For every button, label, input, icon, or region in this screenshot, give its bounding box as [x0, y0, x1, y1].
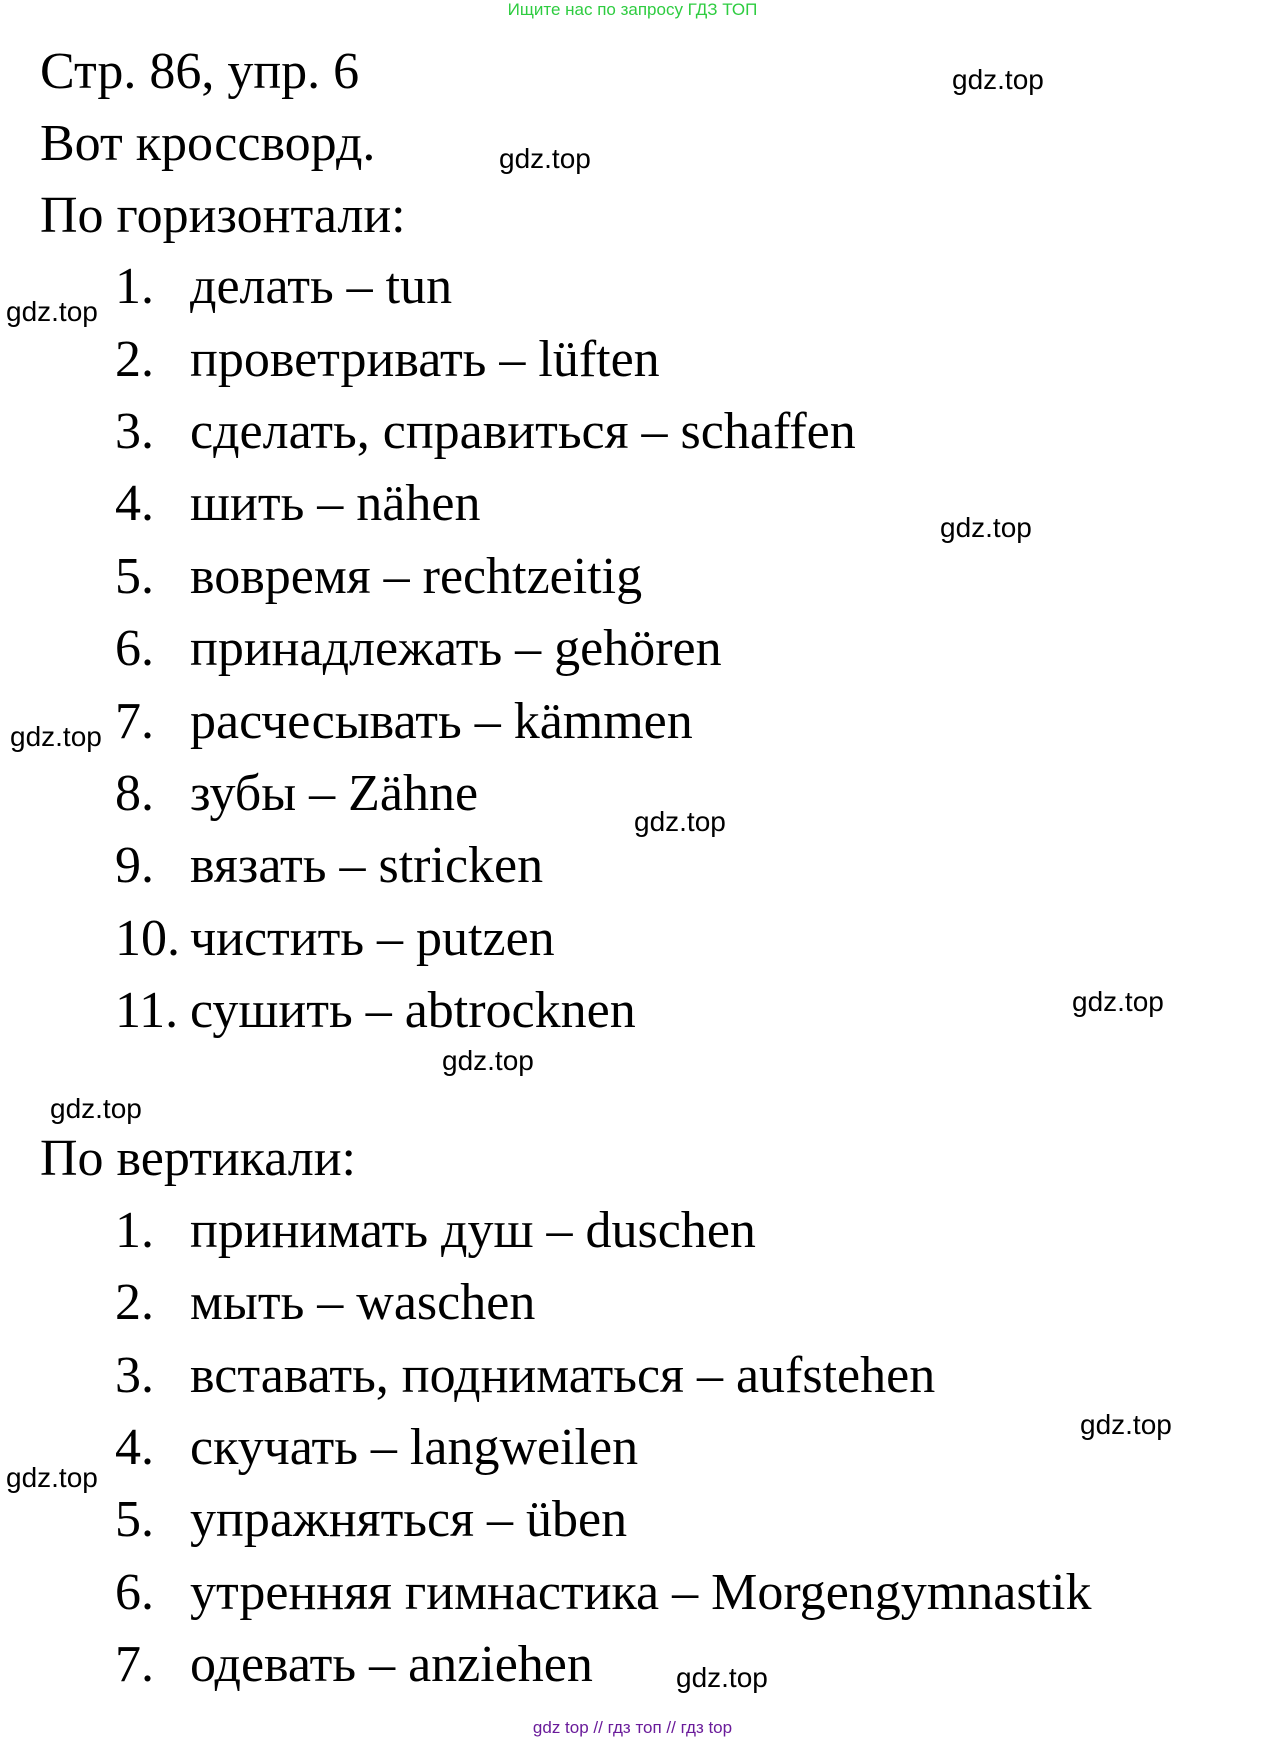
item-number: 4.: [115, 475, 154, 532]
item-text: сделать, справиться – schaffen: [190, 403, 856, 460]
watermark: gdz.top: [952, 64, 1044, 95]
item-text: упражняться – üben: [190, 1491, 628, 1548]
watermark: gdz.top: [940, 512, 1032, 543]
item-number: 7.: [115, 693, 154, 750]
item-number: 1.: [115, 1202, 154, 1259]
item-number: 11.: [115, 982, 179, 1039]
item-number: 8.: [115, 765, 154, 822]
item-text: одевать – anziehen: [190, 1636, 593, 1693]
watermark: gdz.top: [634, 806, 726, 837]
item-text: проветривать – lüften: [190, 331, 660, 388]
watermark: gdz.top: [676, 1662, 768, 1693]
watermark: gdz.top: [1072, 986, 1164, 1017]
item-number: 6.: [115, 1564, 154, 1621]
item-text: шить – nähen: [190, 475, 481, 532]
item-number: 6.: [115, 620, 154, 677]
item-number: 4.: [115, 1419, 154, 1476]
item-number: 1.: [115, 258, 154, 315]
bottom-note: gdz top // гдз топ // гдз top: [532, 1718, 733, 1737]
vertical-title: По вертикали:: [40, 1130, 356, 1187]
watermark: gdz.top: [442, 1045, 534, 1076]
item-number: 9.: [115, 837, 154, 894]
item-text: мыть – waschen: [190, 1274, 536, 1331]
item-text: делать – tun: [190, 258, 453, 315]
item-number: 5.: [115, 548, 154, 605]
horizontal-title: По горизонтали:: [40, 187, 406, 244]
item-number: 2.: [115, 331, 154, 388]
item-text: зубы – Zähne: [190, 765, 479, 822]
item-text: вставать, подниматься – aufstehen: [190, 1347, 936, 1404]
page-reference: Стр. 86, упр. 6: [40, 43, 360, 100]
watermark: gdz.top: [1080, 1409, 1172, 1440]
item-text: расчесывать – kämmen: [190, 693, 693, 750]
watermark: gdz.top: [6, 296, 98, 327]
item-text: вязать – stricken: [190, 837, 544, 894]
item-text: утренняя гимнастика – Morgengymnastik: [190, 1564, 1092, 1621]
top-note: Ищите нас по запросу ГДЗ ТОП: [507, 0, 758, 19]
watermark: gdz.top: [6, 1462, 98, 1493]
intro-text: Вот кроссворд.: [40, 115, 376, 172]
item-text: принимать душ – duschen: [190, 1202, 756, 1259]
item-text: принадлежать – gehören: [190, 620, 722, 677]
item-number: 3.: [115, 1347, 154, 1404]
item-text: скучать – langweilen: [190, 1419, 639, 1476]
item-text: сушить – abtrocknen: [190, 982, 636, 1039]
watermark: gdz.top: [50, 1093, 142, 1124]
item-text: чистить – putzen: [190, 910, 555, 967]
watermark: gdz.top: [10, 721, 102, 752]
watermark: gdz.top: [499, 143, 591, 174]
item-text: вовремя – rechtzeitig: [190, 548, 643, 605]
item-number: 7.: [115, 1636, 154, 1693]
item-number: 3.: [115, 403, 154, 460]
item-number: 10.: [115, 910, 180, 967]
item-number: 5.: [115, 1491, 154, 1548]
item-number: 2.: [115, 1274, 154, 1331]
